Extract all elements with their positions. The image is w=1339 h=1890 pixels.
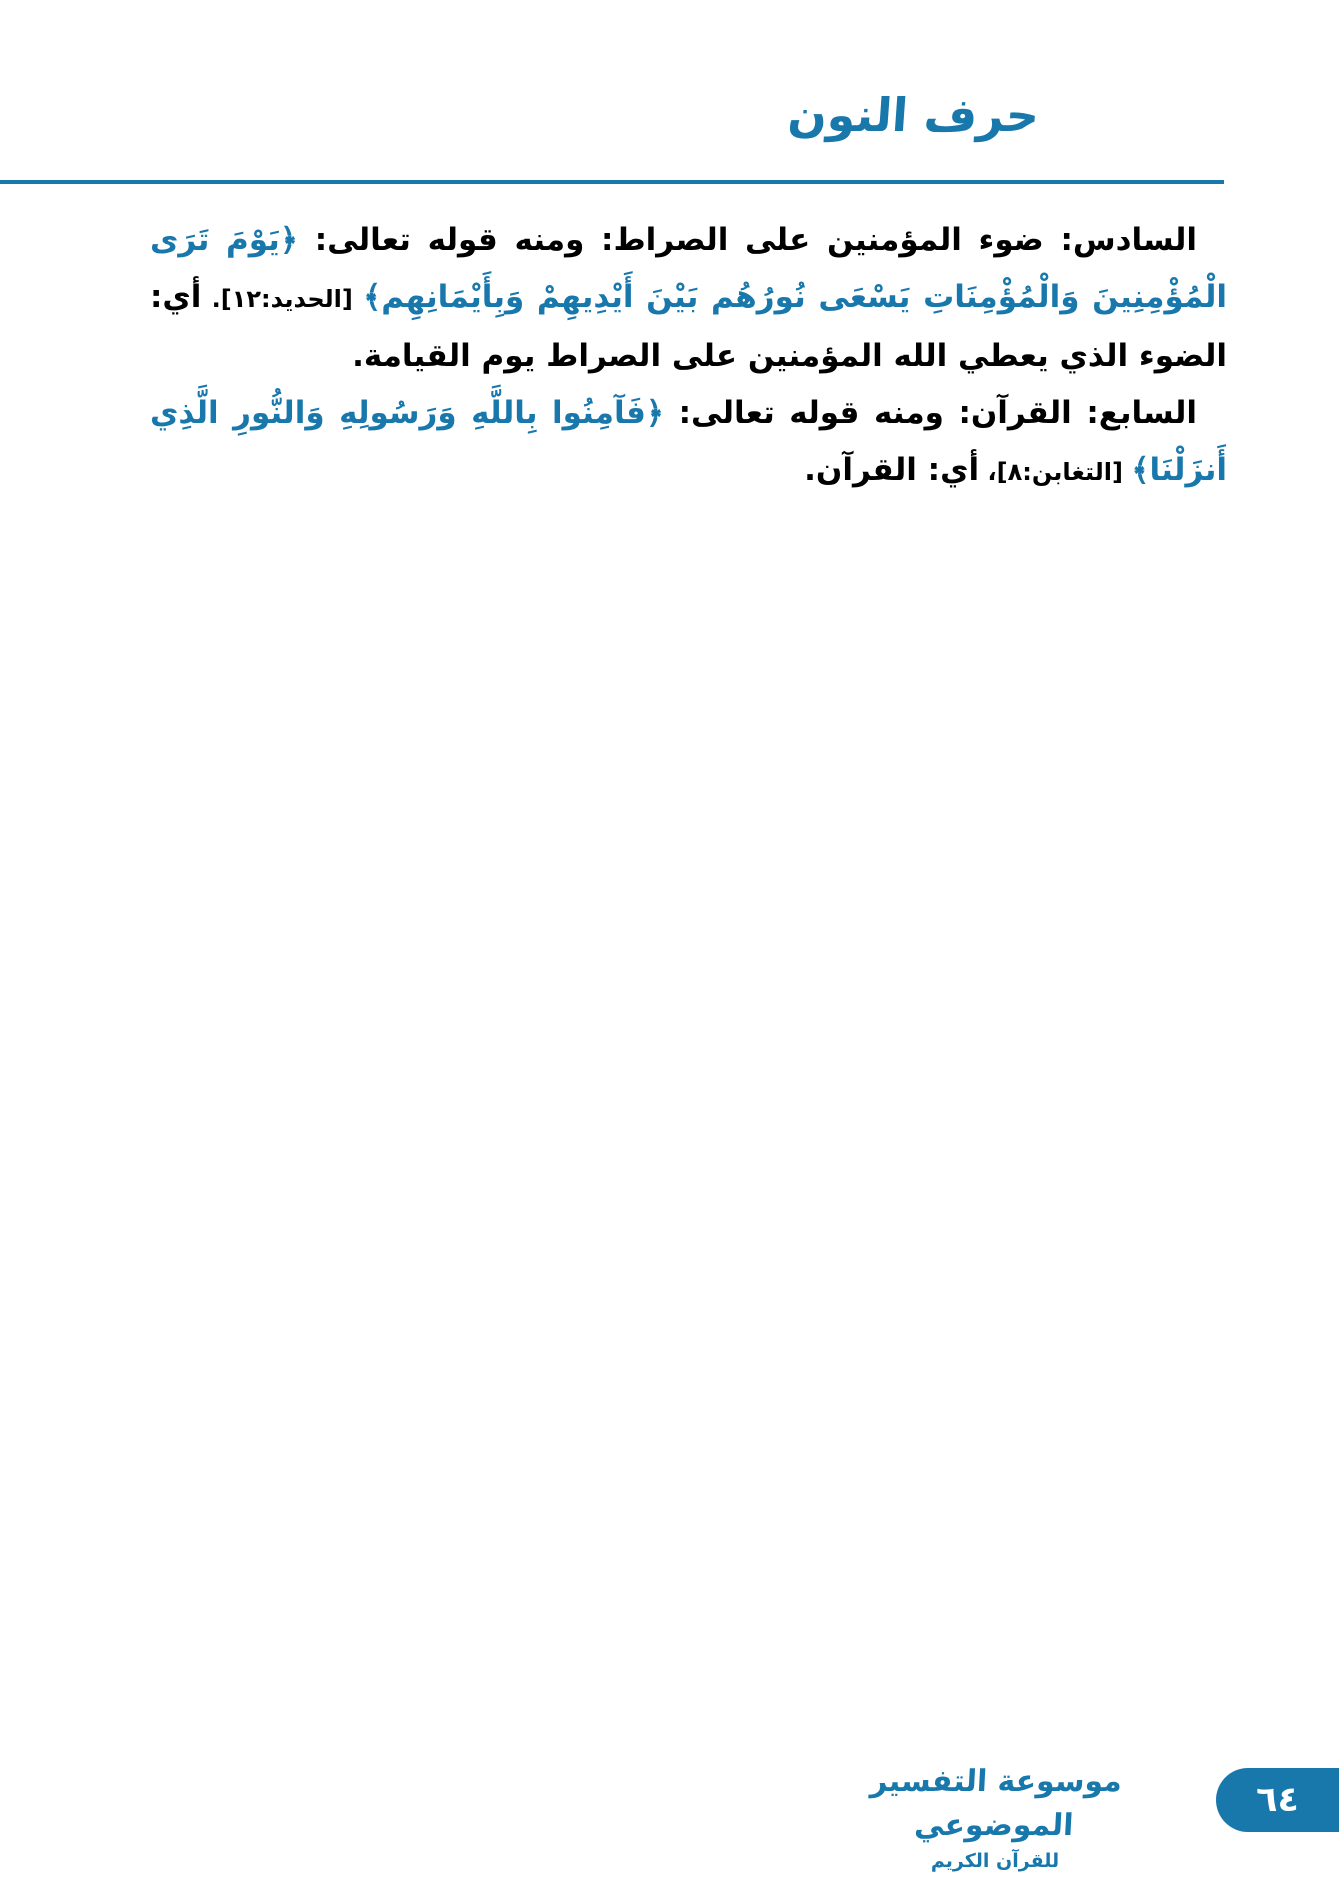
para2-quran-verse: ﴿فَآمِنُوا بِاللَّهِ وَرَسُولِهِ وَالنُّورِ الَّذِي أَنزَلْنَا﴾ bbox=[150, 395, 1227, 488]
publisher-logo-calligraphy bbox=[830, 1760, 1160, 1874]
para2-intro-text: السابع: القرآن: ومنه قوله تعالى: bbox=[664, 395, 1197, 431]
page-number: ٦٤ bbox=[1256, 1780, 1299, 1820]
para2-explanation-text: أي: القرآن. bbox=[804, 452, 980, 488]
publisher-logo-title: موسوعة التفسير الموضوعي bbox=[869, 1764, 1123, 1843]
para1-intro-text: السادس: ضوء المؤمنين على الصراط: ومنه قوله تعالى: bbox=[298, 222, 1197, 258]
para1-quran-verse: ﴿يَوْمَ تَرَى الْمُؤْمِنِينَ وَالْمُؤْمِنَاتِ يَسْعَى نُورُهُم بَيْنَ أَيْدِيهِمْ وَبِأَيْمَانِهِم﴾ bbox=[150, 222, 1227, 315]
header-rule-line bbox=[0, 180, 1224, 184]
publisher-logo-subtitle: للقرآن الكريم bbox=[930, 1850, 1060, 1872]
paragraph-sixth-meaning bbox=[150, 212, 1227, 385]
page-body bbox=[150, 212, 1227, 501]
paragraph-seventh-meaning bbox=[150, 385, 1227, 501]
para2-verse-reference: [التغابن:٨]، bbox=[979, 458, 1132, 486]
chapter-title: حرف النون bbox=[785, 88, 1041, 142]
para1-verse-reference: [الحديد:١٢]. bbox=[201, 285, 364, 313]
page-number-badge bbox=[1216, 1768, 1339, 1832]
para1-explanation-text: أي: الضوء الذي يعطي الله المؤمنين على الصراط يوم القيامة. bbox=[150, 279, 1227, 374]
